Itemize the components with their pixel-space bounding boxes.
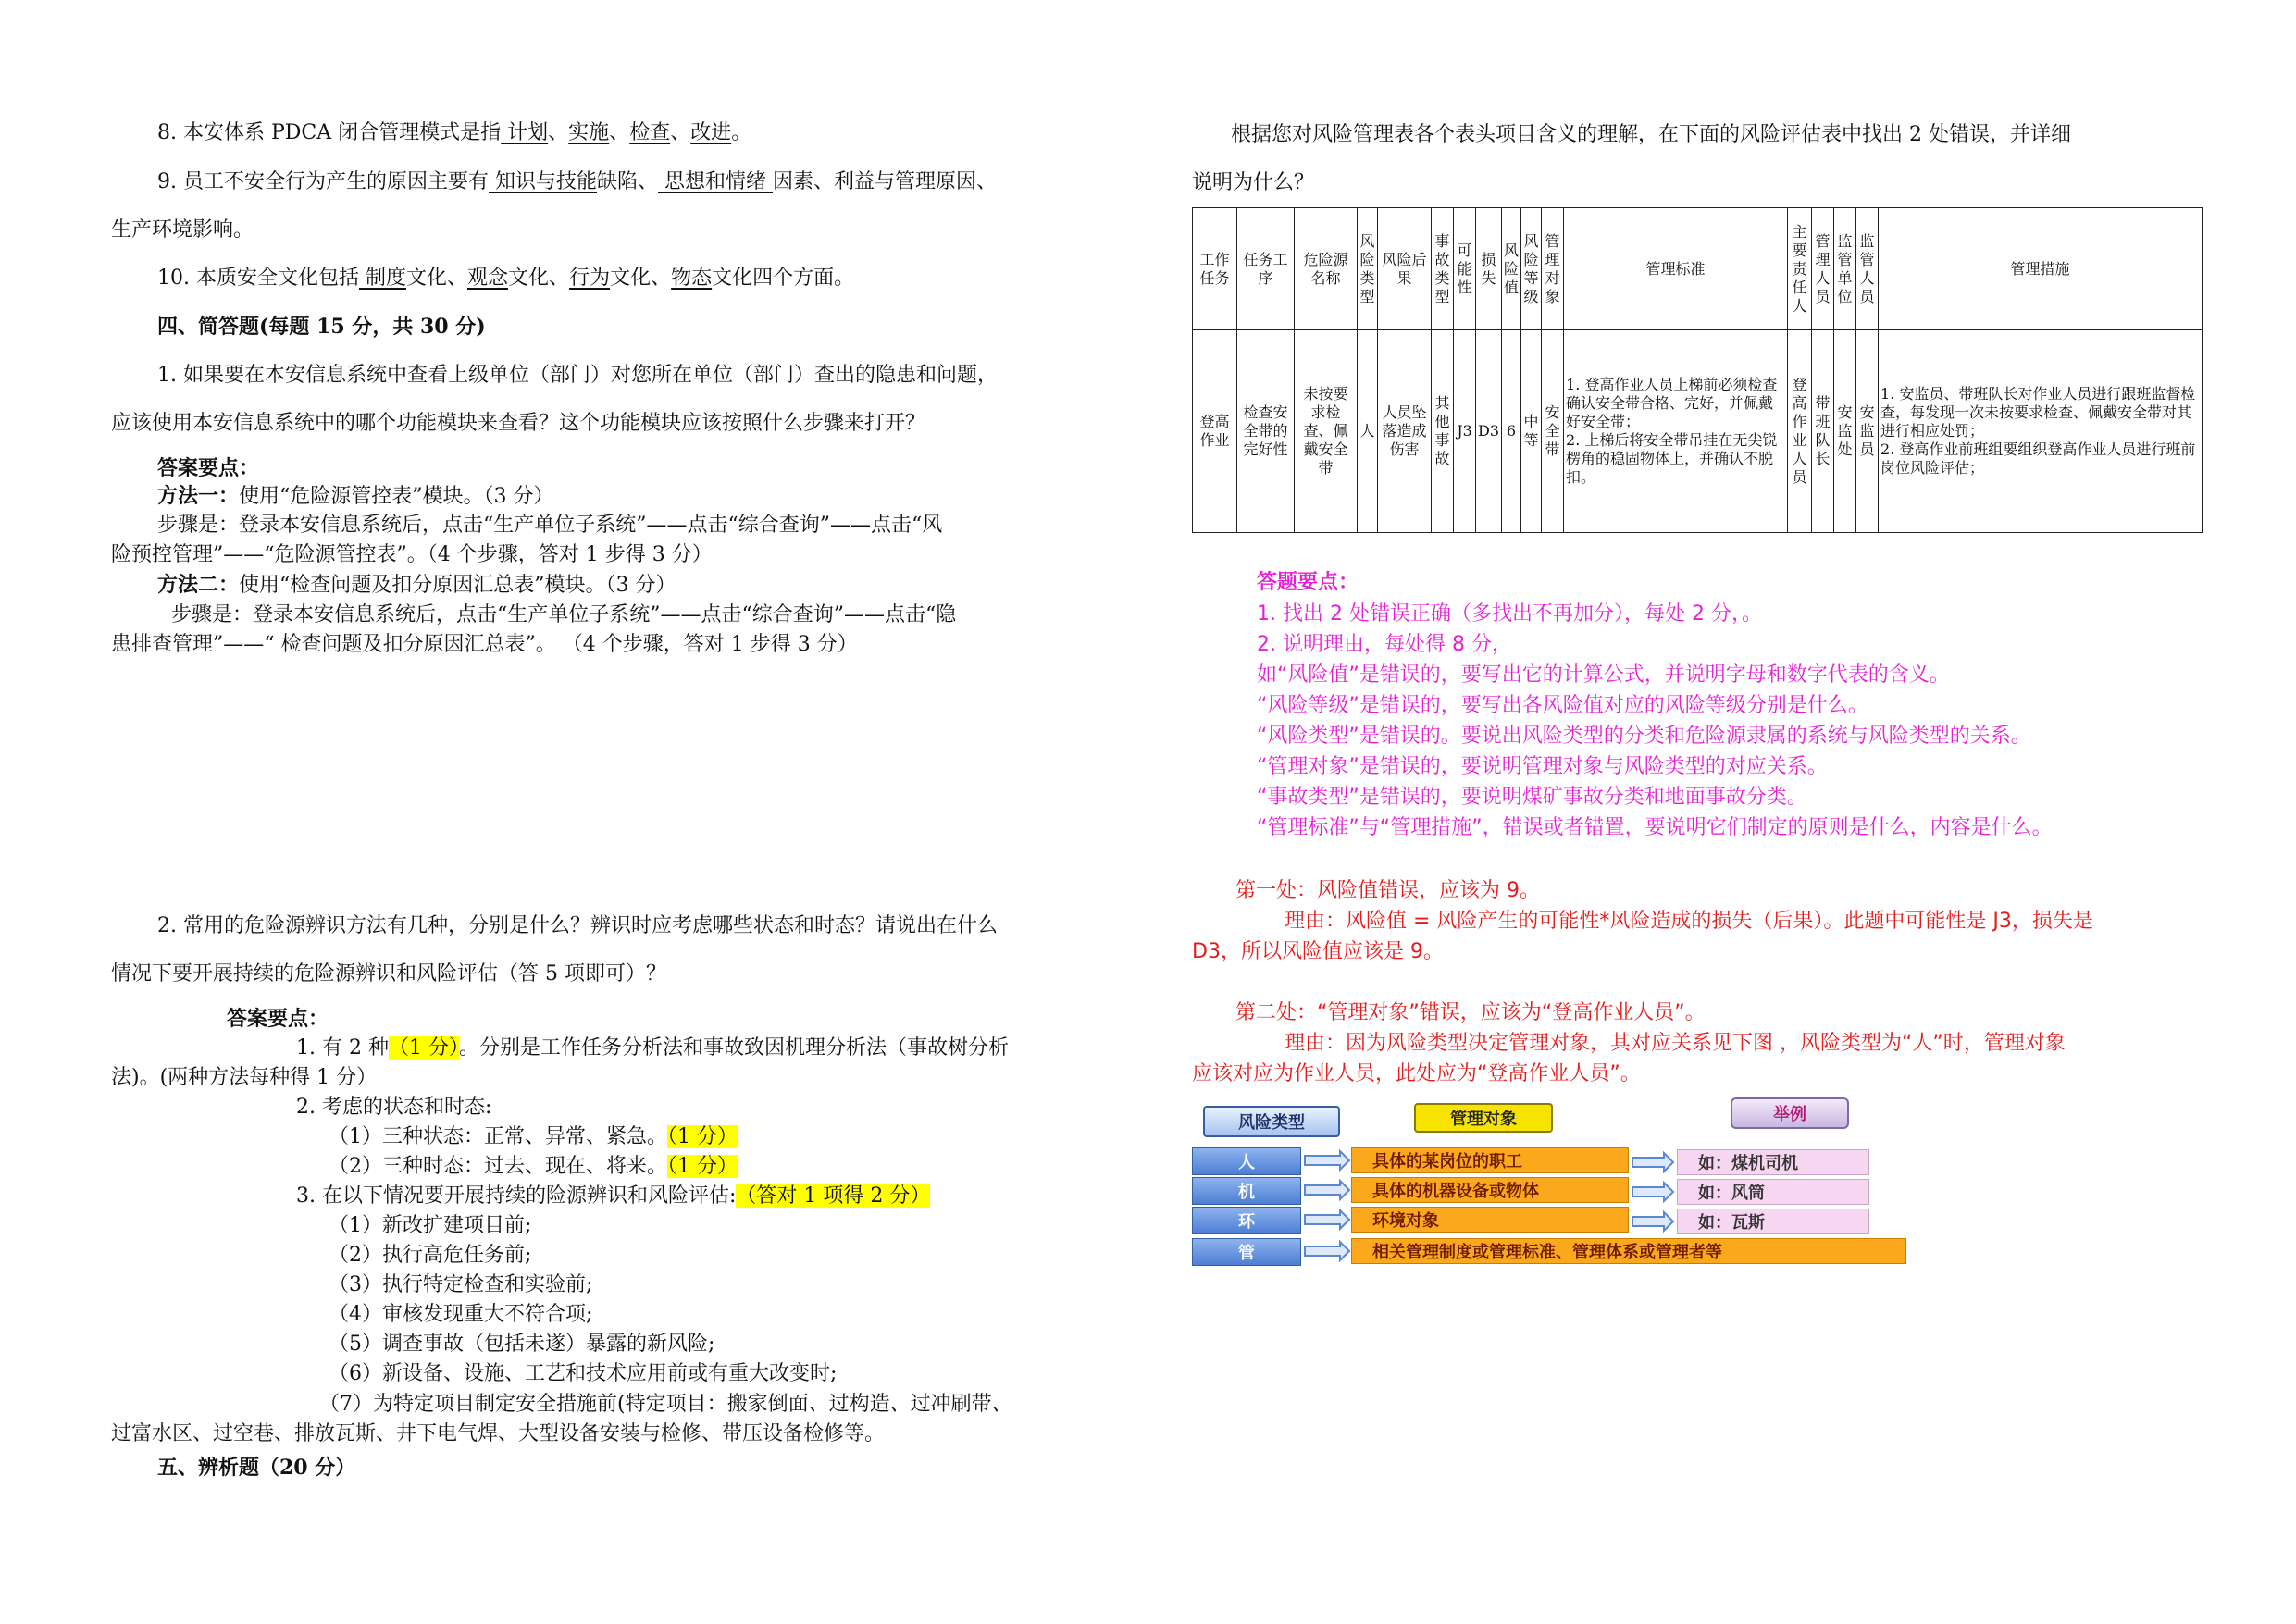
answer-point: “风险等级”是错误的，要写出各风险值对应的风险等级分别是什么。: [1257, 694, 1868, 717]
reason-2-line1: 理由：因为风险类型决定管理对象，其对应关系见下图 ，风险类型为“人”时，管理对象: [1285, 1032, 2066, 1055]
table-cell: 人: [1358, 330, 1378, 533]
risk-type-environment: 环: [1192, 1207, 1301, 1234]
table-cell: 安监员: [1856, 330, 1879, 533]
answer-point: “管理标准”与“管理措施”，错误或者错置，要说明它们制定的原则是什么，内容是什么。: [1257, 816, 2053, 839]
table-header: 风险后果: [1378, 208, 1432, 330]
table-cell: 1. 安监员、带班队长对作业人员进行跟班监督检查，每发现一次未按要求检查、佩戴安全带对其进行相应处罚； 2. 登高作业前班组要组织登高作业人员进行班前岗位风险评估；: [1879, 330, 2203, 533]
table-cell: 登高作业人员: [1788, 330, 1812, 533]
list-item: （5）调查事故（包括未遂）暴露的新风险;: [329, 1333, 715, 1356]
answer-points-title: 答题要点：: [1257, 571, 1359, 594]
error-2: 第二处：“管理对象”错误，应该为“登高作业人员”。: [1235, 1001, 1706, 1024]
arrow-icon: [1305, 1242, 1349, 1260]
answer-point: “管理对象”是错误的，要说明管理对象与风险类型的对应关系。: [1257, 755, 1828, 778]
list-item: （6）新设备、设施、工艺和技术应用前或有重大改变时;: [329, 1362, 838, 1385]
diagram-header-object: 管理对象: [1414, 1103, 1553, 1133]
method-1-steps-2: 险预控管理”——“危险源管控表”。（4 个步骤，答对 1 步得 3 分）: [111, 543, 713, 566]
section-5-heading: 五、辨析题（20 分）: [157, 1456, 356, 1480]
error-1: 第一处：风险值错误，应该为 9。: [1235, 879, 1540, 902]
table-cell: 其他事故: [1432, 330, 1454, 533]
table-cell: 安监处: [1834, 330, 1856, 533]
object-post-worker: 具体的某岗位的职工: [1351, 1147, 1629, 1173]
table-cell: 登高作业: [1193, 330, 1237, 533]
table-header: 任务工序: [1237, 208, 1295, 330]
table-cell: 安全带: [1542, 330, 1564, 533]
list-item: （2）执行高危任务前;: [329, 1244, 532, 1267]
arrow-icon: [1632, 1212, 1673, 1231]
answer2-item1-line2: 法)。(两种方法每种得 1 分）: [111, 1066, 378, 1089]
table-cell: 带班队长: [1812, 330, 1834, 533]
list-item-7-line1: （7）为特定项目制定安全措施前(特定项目：搬家倒面、过构造、过冲刷带、: [319, 1393, 1012, 1416]
object-environment: 环境对象: [1351, 1207, 1629, 1233]
short-q1-line2: 应该使用本安信息系统中的哪个功能模块来查看？这个功能模块应该按照什么步骤来打开？: [111, 412, 926, 435]
table-cell: 中等: [1521, 330, 1542, 533]
short-q2-line1: 2. 常用的危险源辨识方法有几种，分别是什么？辨识时应考虑哪些状态和时态？请说出在什么: [157, 914, 998, 937]
table-header: 危险源名称: [1295, 208, 1358, 330]
list-item: （4）审核发现重大不符合项;: [329, 1303, 593, 1326]
list-item: （1）新改扩建项目前;: [329, 1214, 532, 1237]
table-cell: D3: [1476, 330, 1502, 533]
reason-1-line1: 理由：风险值 = 风险产生的可能性*风险造成的损失（后果）。此题中可能性是 J3，损失是: [1285, 910, 2093, 933]
reason-2-line2: 应该对应为作业人员，此处应为“登高作业人员”。: [1192, 1062, 1641, 1085]
answer-point: 如“风险值”是错误的，要写出它的计算公式，并说明字母和数字代表的含义。: [1257, 663, 1950, 687]
table-header: 风险值: [1502, 208, 1521, 330]
answer-point: 2. 说明理由，每处得 8 分，: [1257, 633, 1512, 656]
question-9-line2: 生产环境影响。: [111, 218, 254, 242]
answer2-states: （1）三种状态：正常、异常、紧急。（1 分）: [329, 1125, 738, 1148]
table-cell: 未按要求检查、佩戴安全带: [1295, 330, 1358, 533]
table-header: 风险类型: [1358, 208, 1378, 330]
table-cell: 人员坠落造成伤害: [1378, 330, 1432, 533]
risk-type-management: 管: [1192, 1238, 1301, 1266]
table-header: 管理措施: [1879, 208, 2203, 330]
list-item: （3）执行特定检查和实验前;: [329, 1273, 593, 1296]
table-header: 监管单位: [1834, 208, 1856, 330]
table-header: 损失: [1476, 208, 1502, 330]
section-4-heading: 四、简答题(每题 15 分，共 30 分): [157, 315, 486, 339]
method-1-steps-1: 步骤是：登录本安信息系统后，点击“生产单位子系统”——点击“综合查询”——点击“风: [157, 514, 943, 537]
table-header: 主要责任人: [1788, 208, 1812, 330]
method-1: 方法一：使用“危险源管控表”模块。（3 分）: [157, 484, 554, 508]
question-9: 9. 员工不安全行为产生的原因主要有 知识与技能缺陷、 思想和情绪 因素、利益与管理原因、: [157, 170, 998, 193]
arrow-icon: [1305, 1181, 1349, 1199]
table-header: 监管人员: [1856, 208, 1879, 330]
table-cell: J3: [1454, 330, 1476, 533]
diagram-header-risk-type: 风险类型: [1203, 1106, 1340, 1137]
object-management: 相关管理制度或管理标准、管理体系或管理者等: [1351, 1238, 1906, 1264]
answer-point: “风险类型”是错误的。要说出风险类型的分类和危险源隶属的系统与风险类型的关系。: [1257, 725, 2031, 748]
table-header: 管理人员: [1812, 208, 1834, 330]
arrow-icon: [1305, 1151, 1349, 1170]
intro-line2: 说明为什么？: [1192, 171, 1315, 194]
short-q2-line2: 情况下要开展持续的危险源辨识和风险评估（答 5 项即可）？: [111, 962, 666, 986]
object-equipment: 具体的机器设备或物体: [1351, 1177, 1629, 1203]
method-2: 方法二：使用“检查问题及扣分原因汇总表”模块。（3 分）: [157, 573, 676, 597]
table-cell: 6: [1502, 330, 1521, 533]
question-10: 10. 本质安全文化包括 制度文化、观念文化、行为文化、物态文化四个方面。: [157, 267, 855, 290]
intro-line1: 根据您对风险管理表各个表头项目含义的理解，在下面的风险评估表中找出 2 处错误，并详细: [1231, 123, 2071, 146]
short-q1-line1: 1. 如果要在本安信息系统中查看上级单位（部门）对您所在单位（部门）查出的隐患和问题，: [157, 364, 998, 387]
table-header: 管理标准: [1564, 208, 1788, 330]
arrow-icon: [1632, 1153, 1673, 1172]
answer2-item2: 2. 考虑的状态和时态:: [296, 1096, 492, 1119]
table-header: 工作任务: [1193, 208, 1237, 330]
answer-point: 1. 找出 2 处错误正确（多找出不再加分），每处 2 分，。: [1257, 602, 1762, 626]
answer2-item1: 1. 有 2 种（1 分）。分别是工作任务分析法和事故致因机理分析法（事故树分析: [296, 1036, 1009, 1060]
list-item-7-line2: 过富水区、过空巷、排放瓦斯、井下电气焊、大型设备安装与检修、带压设备检修等。: [111, 1422, 886, 1445]
table-header: 事故类型: [1432, 208, 1454, 330]
diagram-header-example: 举例: [1731, 1097, 1849, 1129]
arrow-icon: [1305, 1210, 1349, 1229]
risk-type-person: 人: [1192, 1147, 1301, 1175]
table-header: 管理对象: [1542, 208, 1564, 330]
reason-1-line2: D3，所以风险值应该是 9。: [1192, 940, 1444, 963]
table-cell: 检查安全带的完好性: [1237, 330, 1295, 533]
answer-title-2: 答案要点：: [227, 1007, 329, 1031]
method-2-steps-1: 步骤是：登录本安信息系统后，点击“生产单位子系统”——点击“综合查询”——点击“隐: [171, 603, 957, 626]
table-cell: 1. 登高作业人员上梯前必须检查确认安全带合格、完好，并佩戴好安全带； 2. 上梯后将安全带吊挂在无尖锐楞角的稳固物体上，并确认不脱扣。: [1564, 330, 1788, 533]
example-gas: 如：瓦斯: [1677, 1209, 1869, 1234]
answer2-tenses: （2）三种时态：过去、现在、将来。（1 分）: [329, 1155, 738, 1178]
table-header: 可能性: [1454, 208, 1476, 330]
arrow-icon: [1632, 1183, 1673, 1201]
answer-title-1: 答案要点：: [157, 456, 260, 480]
answer-point: “事故类型”是错误的，要说明煤矿事故分类和地面事故分类。: [1257, 786, 1807, 809]
method-2-steps-2: 患排查管理”——“ 检查问题及扣分原因汇总表”。 （4 个步骤，答对 1 步得 3 分）: [111, 633, 858, 656]
risk-type-machine: 机: [1192, 1177, 1301, 1205]
question-8: 8. 本安体系 PDCA 闭合管理模式是指 计划、实施、检查、改进。: [157, 121, 752, 144]
table-header: 风险等级: [1521, 208, 1542, 330]
example-coal-driver: 如：煤机司机: [1677, 1149, 1869, 1175]
example-air-duct: 如：风筒: [1677, 1179, 1869, 1205]
answer2-item3: 3. 在以下情况要开展持续的险源辨识和风险评估:（答对 1 项得 2 分）: [296, 1184, 931, 1208]
